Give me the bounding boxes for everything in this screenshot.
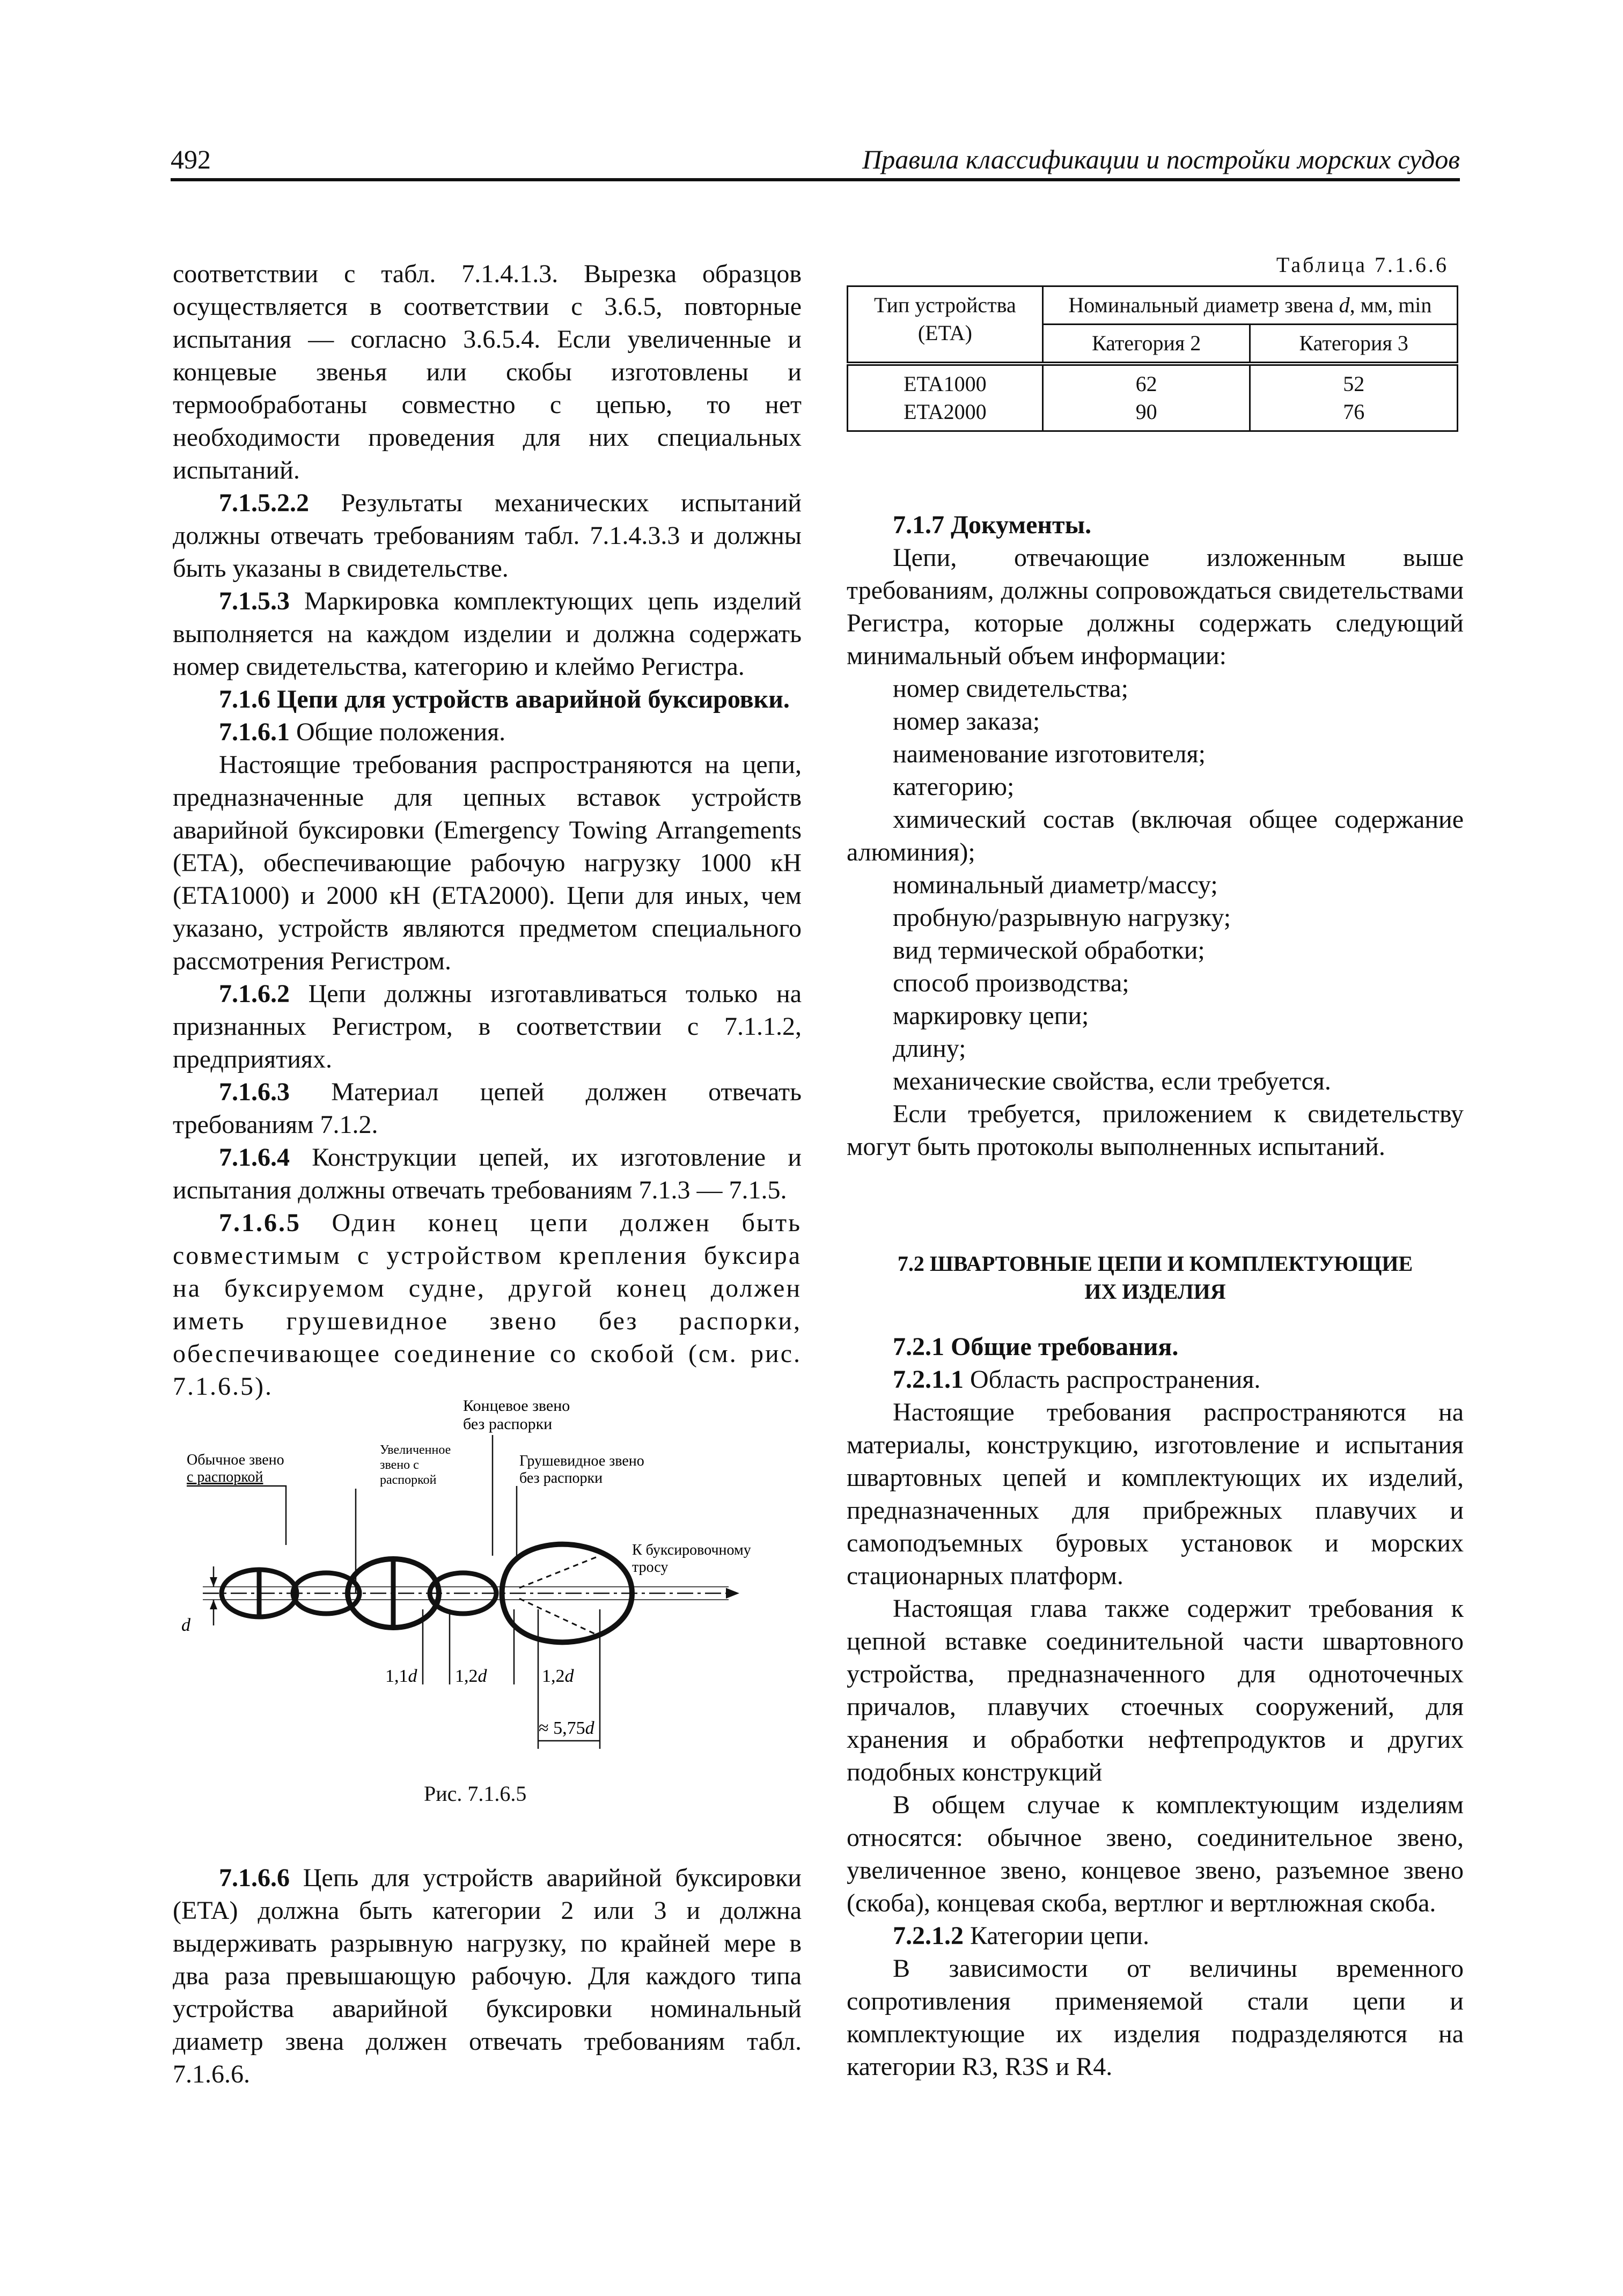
- clause-number: 7.2.1.2: [893, 1922, 964, 1950]
- list-item: пробную/разрывную нагрузку;: [893, 903, 1231, 932]
- cell-cat2: 62 90: [1042, 364, 1250, 431]
- paragraph-categories: В зависимости от величины временного сопротивления применяемой стали цепи и комплектующие их изделия подразделяются на категории R3, R3S и R4.: [847, 1954, 1464, 2081]
- dim-label-1-1d: 1,1d: [385, 1666, 417, 1686]
- dim-label-1-2d-a: 1,2d: [455, 1666, 487, 1686]
- header-cell-diameter: Номинальный диаметр звена d, мм, min: [1042, 286, 1457, 325]
- label-tow-line1: К буксировочному: [632, 1542, 751, 1558]
- list-item: маркировку цепи;: [893, 1002, 1089, 1030]
- label-pear-line2: без распорки: [519, 1470, 603, 1486]
- dim-d-arrow-bottom: [210, 1600, 217, 1609]
- header-cell-type: Тип устройства (ETA): [848, 286, 1043, 364]
- label-end-link-line1: Концевое звено: [463, 1397, 570, 1415]
- dim-d-label: d: [181, 1615, 190, 1635]
- paragraph-7-1-6-6: 7.1.6.6 Цепь для устройств аварийной буксировки (ETA) должна быть категории 2 или 3 и должна выдерживать разрывную нагрузку, по крайней мере в два раза превышающую рабочую. Для каждого типа устройства аварийной буксировки номинальный диаметр звена должен отвечать требованиям табл. 7.1.6.6.: [173, 1864, 802, 2088]
- label-enlarged-line1: Увеличенное: [380, 1443, 451, 1457]
- paragraph-scope: Настоящие требования распространяются на цепи, предназначенные для цепных вставок устройств аварийной буксировки (Emergency Towing Arrangements (ETA), обеспечивающие рабочую нагрузку 1000 кН (ETA1000) и 2000 кН (ETA2000). Цепи для иных, чем указано, устройств являются предметом специального рассмотрения Регистром.: [173, 750, 802, 975]
- dim-d-arrow-top: [210, 1577, 217, 1587]
- list-item: вид термической обработки;: [893, 936, 1205, 965]
- paragraph-7-1-6-1: 7.1.6.1 Общие положения.: [219, 718, 506, 746]
- section-title-7-2: 7.2 ШВАРТОВНЫЕ ЦЕПИ И КОМПЛЕКТУЮЩИЕ ИХ ИЗДЕЛИЯ: [897, 1252, 1413, 1304]
- tow-arrow-icon: [726, 1588, 739, 1599]
- list-item: категорию;: [893, 772, 1015, 801]
- paragraph-components: В общем случае к комплектующим изделиям относятся: обычное звено, соединительное звено, увеличенное звено, концевое звено, разъемное звено (скоба), концевая скоба, вертлюг и вертлюжная скоба.: [847, 1791, 1464, 1917]
- clause-number: 7.2.1.1: [893, 1365, 964, 1394]
- list-item: способ производства;: [893, 969, 1129, 997]
- label-enlarged-line2: звено с: [380, 1458, 419, 1472]
- heading-7-1-7: 7.1.7 Документы.: [893, 511, 1092, 539]
- cell-cat3: 52 76: [1250, 364, 1458, 431]
- paragraph-7-2-1-1: 7.2.1.1 Область распространения.: [893, 1365, 1261, 1394]
- clause-number: 7.1.6.1: [219, 718, 290, 746]
- list-item: наименование изготовителя;: [893, 740, 1206, 768]
- chain-diagram-svg: [171, 1384, 804, 1770]
- header-rule: [171, 178, 1460, 181]
- label-common-link-line2: с распоркой: [187, 1469, 263, 1485]
- label-tow-line2: тросу: [632, 1559, 669, 1576]
- clause-number: 7.1.5.2.2: [219, 489, 309, 517]
- list-item: длину;: [893, 1034, 966, 1063]
- paragraph-7-1-5-2-2: 7.1.5.2.2 Результаты механических испытаний должны отвечать требованиям табл. 7.1.4.3.3 и должны быть указаны в свидетельстве.: [173, 489, 802, 583]
- clause-number: 7.1.6.2: [219, 980, 290, 1008]
- figure-caption: Рис. 7.1.6.5: [424, 1782, 527, 1806]
- label-common-link-line1: Обычное звено: [187, 1452, 284, 1468]
- list-item: механические свойства, если требуется.: [893, 1067, 1331, 1095]
- paragraph-chapter-scope: Настоящая глава также содержит требования к цепной вставке соединительной части швартовного устройства, предназначенного для одноточечных причалов, плавучих стоечных сооружений, для хранения и обработки нефтепродуктов и других подобных конструкций: [847, 1594, 1464, 1786]
- heading-7-1-6: 7.1.6 Цепи для устройств аварийной буксировки.: [219, 685, 790, 713]
- list-item: номер заказа;: [893, 707, 1040, 735]
- paragraph-continuation: соответствии с табл. 7.1.4.1.3. Вырезка образцов осуществляется в соответствии с 3.6.5, повторные испытания — согласно 3.6.5.4. Если увеличенные и концевые звенья или скобы изготовлены и термообработаны совместно с цепью, то нет необходимости проведения для них специальных испытаний.: [173, 260, 802, 484]
- clause-number: 7.1.6.3: [219, 1078, 290, 1106]
- paragraph-scope-7-2: Настоящие требования распространяются на материалы, конструкцию, изготовление и испытания швартовных цепей и комплектующих их изделий, предназначенных для прибрежных плавучих и самоподъемных буровых установок и морских стационарных платформ.: [847, 1398, 1464, 1590]
- figure-chain-diagram: [171, 1384, 804, 1770]
- clause-number: 7.1.6.6: [219, 1864, 290, 1892]
- paragraph-attachments: Если требуется, приложением к свидетельству могут быть протоколы выполненных испытаний.: [847, 1100, 1464, 1161]
- list-item: химический состав (включая общее содержание алюминия);: [847, 805, 1464, 866]
- leader-common: [187, 1486, 286, 1545]
- left-column-bottom: [173, 1861, 802, 2091]
- pear-link-dash-1: [519, 1556, 600, 1588]
- paragraph-documents: Цепи, отвечающие изложенным выше требованиям, должны сопровождаться свидетельствами Регистра, которые должны содержать следующий минимальный объем информации:: [847, 543, 1464, 670]
- page-header: [171, 144, 1460, 181]
- cell-type: ETA1000 ETA2000: [848, 364, 1043, 431]
- dim-label-1-2d-b: 1,2d: [542, 1666, 574, 1686]
- clause-number: 7.1.6.5: [219, 1209, 301, 1237]
- label-pear-line1: Грушевидное звено: [519, 1453, 644, 1469]
- running-title: Правила классификации и постройки морских судов: [862, 144, 1460, 174]
- page-number: 492: [171, 144, 211, 174]
- table-header-row: [848, 286, 1458, 325]
- header-cell-cat2: Категория 2: [1042, 325, 1250, 364]
- paragraph-7-1-5-3: 7.1.5.3 Маркировка комплектующих цепь изделий выполняется на каждом изделии и должна содержать номер свидетельства, категорию и клеймо Регистра.: [173, 587, 802, 681]
- table-caption: Таблица 7.1.6.6: [1276, 253, 1449, 277]
- label-end-link-line2: без распорки: [463, 1415, 553, 1433]
- pear-link-dash-2: [519, 1599, 600, 1636]
- paragraph-7-2-1-2: 7.2.1.2 Категории цепи.: [893, 1922, 1149, 1950]
- right-column-section-7-2: [847, 1330, 1464, 2083]
- right-column: [847, 509, 1464, 1163]
- left-column: [173, 257, 802, 1403]
- dim-label-5-75d: ≈ 5,75d: [539, 1718, 594, 1738]
- paragraph-7-1-6-5: 7.1.6.5 Один конец цепи должен быть совместимым с устройством крепления буксира на буксируемом судне, другой конец должен иметь грушевидное звено без распорки, обеспечивающее соединение со скобой (см. рис. 7.1.6.5).: [173, 1209, 802, 1401]
- table-7-1-6-6: [847, 285, 1458, 432]
- header-cell-cat3: Категория 3: [1250, 325, 1458, 364]
- clause-number: 7.1.5.3: [219, 587, 290, 615]
- paragraph-7-1-6-4: 7.1.6.4 Конструкции цепей, их изготовление и испытания должны отвечать требованиям 7.1.3 — 7.1.5.: [173, 1143, 802, 1204]
- clause-number: 7.1.6.4: [219, 1143, 290, 1172]
- table-row: [848, 364, 1458, 431]
- label-enlarged-line3: распоркой: [380, 1473, 437, 1487]
- paragraph-7-1-6-2: 7.1.6.2 Цепи должны изготавливаться только на признанных Регистром, в соответствии с 7.1.1.2, предприятиях.: [173, 980, 802, 1073]
- list-item: номер свидетельства;: [893, 674, 1128, 703]
- paragraph-7-1-6-3: 7.1.6.3 Материал цепей должен отвечать требованиям 7.1.2.: [173, 1078, 802, 1139]
- heading-7-2-1: 7.2.1 Общие требования.: [893, 1333, 1179, 1361]
- list-item: номинальный диаметр/массу;: [893, 871, 1218, 899]
